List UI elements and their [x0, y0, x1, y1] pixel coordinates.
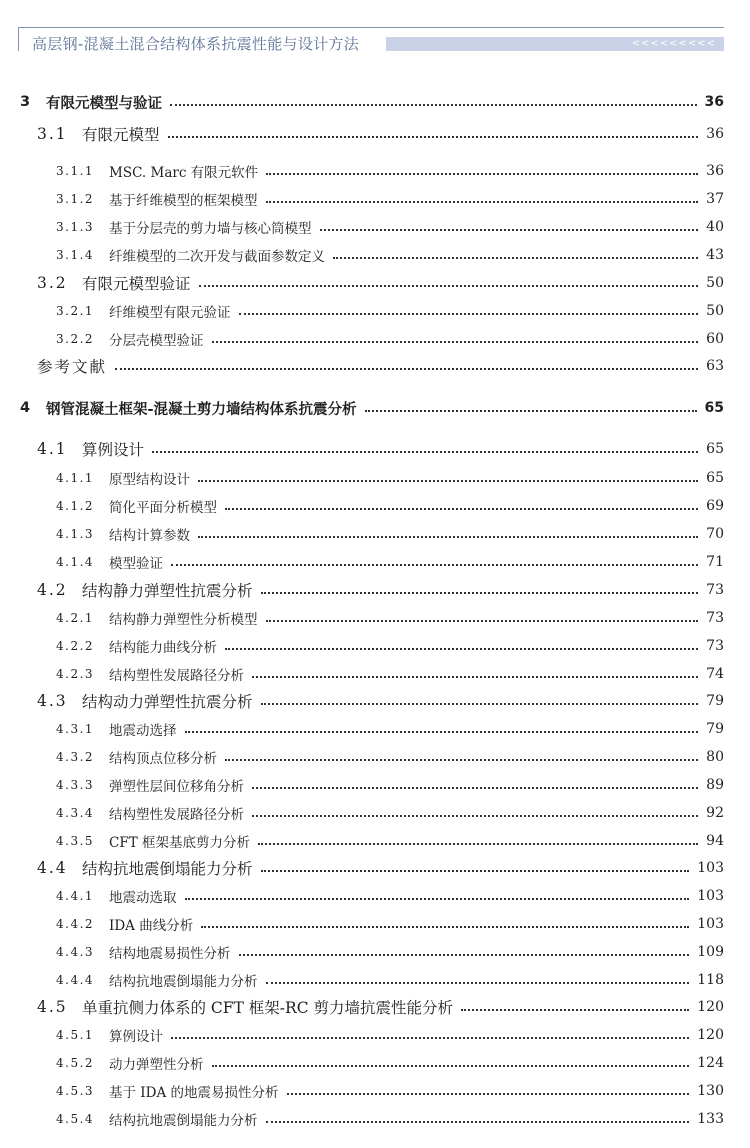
toc-title: 结构抗地震倒塌能力分析	[109, 974, 258, 990]
toc-title: 结构能力曲线分析	[109, 640, 217, 656]
dot-leader	[199, 285, 699, 287]
toc-title: 参考文献	[37, 358, 108, 376]
toc-number: 4.3.5	[56, 834, 95, 848]
toc-number: 3.2.1	[56, 304, 95, 318]
toc-title: 纤维模型的二次开发与截面参数定义	[109, 249, 325, 265]
toc-page-number: 118	[697, 972, 724, 988]
toc-page-number: 65	[706, 470, 724, 486]
dot-leader	[266, 201, 699, 203]
dot-leader	[152, 451, 698, 453]
toc-page-number: 103	[697, 916, 724, 932]
toc-title: 结构动力弹塑性抗震分析	[82, 693, 253, 711]
toc-title: 结构地震易损性分析	[109, 946, 231, 962]
toc-number: 4.4.4	[56, 973, 95, 987]
toc-title: 模型验证	[109, 556, 163, 572]
toc-number: 3.2.2	[56, 332, 95, 346]
dot-leader	[266, 173, 698, 175]
toc-section-row[interactable]	[0, 439, 724, 459]
toc-subsection-row[interactable]	[0, 1053, 724, 1073]
toc-page-number: 65	[706, 441, 724, 457]
toc-subsection-row[interactable]	[0, 719, 724, 739]
toc-page-number: 36	[704, 94, 724, 110]
toc-number: 4.2	[37, 581, 68, 599]
toc-section-row[interactable]	[0, 273, 724, 293]
dot-leader	[171, 564, 698, 566]
toc-page-number: 94	[706, 833, 724, 849]
toc-page-number: 130	[697, 1083, 724, 1099]
toc-subsection-row[interactable]	[0, 942, 724, 962]
toc-page-number: 103	[697, 860, 724, 876]
toc-page-number: 103	[697, 888, 724, 904]
toc-subsection-row[interactable]	[0, 524, 724, 544]
toc-number: 4.5.3	[56, 1084, 95, 1098]
toc-subsection-row[interactable]	[0, 886, 724, 906]
toc-title: 算例设计	[82, 441, 145, 459]
toc-number: 3.1.3	[56, 220, 95, 234]
toc-page-number: 63	[706, 358, 724, 374]
toc-number: 4.3.1	[56, 722, 95, 736]
book-title: 高层钢-混凝土混合结构体系抗震性能与设计方法	[32, 35, 360, 53]
toc-section-row[interactable]	[0, 858, 724, 878]
toc-page-number: 43	[706, 247, 724, 263]
toc-page-number: 120	[697, 1027, 724, 1043]
toc-number: 4.5.4	[56, 1112, 95, 1126]
toc-number: 4.1.4	[56, 555, 95, 569]
dot-leader	[320, 229, 699, 231]
toc-subsection-row[interactable]	[0, 831, 724, 851]
toc-section-row[interactable]	[0, 997, 724, 1017]
dot-leader	[252, 787, 698, 789]
toc-title: 结构抗地震倒塌能力分析	[82, 860, 253, 878]
toc-page-number: 36	[706, 126, 724, 142]
toc-subsection-row[interactable]	[0, 245, 724, 265]
dot-leader	[212, 341, 699, 343]
toc-page-number: 65	[704, 400, 724, 416]
toc-number: 4.2.1	[56, 611, 95, 625]
toc-title: 有限元模型与验证	[46, 95, 162, 112]
toc-title: 原型结构设计	[109, 472, 190, 488]
dot-leader	[225, 648, 698, 650]
toc-subsection-row[interactable]	[0, 189, 724, 209]
toc-subsection-row[interactable]	[0, 552, 724, 572]
toc-number: 4.4.1	[56, 889, 95, 903]
toc-subsection-row[interactable]	[0, 803, 724, 823]
toc-number: 3.1.2	[56, 192, 95, 206]
toc-page-number: 69	[706, 498, 724, 514]
toc-page-number: 36	[706, 163, 724, 179]
toc-page-number: 92	[706, 805, 724, 821]
dot-leader	[261, 703, 699, 705]
header-arrows-decoration: <<<<<<<<<	[631, 38, 716, 49]
toc-page-number: 80	[706, 749, 724, 765]
dot-leader	[115, 368, 698, 370]
toc-page-number: 73	[706, 582, 724, 598]
dot-leader	[261, 592, 699, 594]
dot-leader	[461, 1009, 689, 1011]
toc-number: 4.3.3	[56, 778, 95, 792]
dot-leader	[252, 676, 698, 678]
dot-leader	[185, 898, 690, 900]
toc-title: 结构塑性发展路径分析	[109, 807, 244, 823]
toc-number: 3.1	[37, 125, 68, 143]
dot-leader	[258, 843, 698, 845]
toc-number: 3	[20, 94, 31, 110]
toc-number: 4.2.3	[56, 667, 95, 681]
toc-chapter-row[interactable]	[0, 398, 724, 418]
toc-page-number: 40	[706, 219, 724, 235]
toc-number: 4.1.3	[56, 527, 95, 541]
toc-section-row[interactable]	[0, 124, 724, 144]
toc-title: 结构顶点位移分析	[109, 751, 217, 767]
toc-title: 单重抗侧力体系的 CFT 框架-RC 剪力墙抗震性能分析	[82, 999, 454, 1017]
dot-leader	[225, 508, 698, 510]
dot-leader	[252, 815, 698, 817]
toc-title: 基于分层壳的剪力墙与核心筒模型	[109, 221, 312, 237]
toc-number: 4.4.3	[56, 945, 95, 959]
toc-subsection-row[interactable]	[0, 636, 724, 656]
toc-page-number: 79	[706, 693, 724, 709]
toc-title: IDA 曲线分析	[109, 918, 194, 934]
toc-references-row[interactable]	[0, 356, 724, 376]
toc-number: 4.4.2	[56, 917, 95, 931]
dot-leader	[198, 480, 698, 482]
toc-title: 纤维模型有限元验证	[109, 305, 231, 321]
dot-leader	[365, 410, 697, 412]
toc-page-number: 120	[697, 999, 724, 1015]
dot-leader	[168, 136, 699, 138]
toc-title: CFT 框架基底剪力分析	[109, 835, 250, 851]
toc-number: 4.3.2	[56, 750, 95, 764]
toc-title: 有限元模型验证	[82, 275, 191, 293]
dot-leader	[212, 1065, 690, 1067]
dot-leader	[198, 536, 698, 538]
toc-page-number: 133	[697, 1111, 724, 1127]
toc-page-number: 89	[706, 777, 724, 793]
toc-chapter-row[interactable]	[0, 92, 724, 112]
dot-leader	[170, 104, 697, 106]
toc-title: 结构静力弹塑性抗震分析	[82, 582, 253, 600]
toc-title: 算例设计	[109, 1029, 163, 1045]
toc-title: 分层壳模型验证	[109, 333, 204, 349]
toc-title: 基于 IDA 的地震易损性分析	[109, 1085, 279, 1101]
toc-number: 4.5	[37, 998, 68, 1016]
toc-subsection-row[interactable]	[0, 664, 724, 684]
toc-subsection-row[interactable]	[0, 914, 724, 934]
toc-subsection-row[interactable]	[0, 1025, 724, 1045]
toc-subsection-row[interactable]	[0, 217, 724, 237]
toc-subsection-row[interactable]	[0, 747, 724, 767]
toc-page-number: 70	[706, 526, 724, 542]
dot-leader	[287, 1093, 690, 1095]
toc-title: 基于纤维模型的框架模型	[109, 193, 258, 209]
dot-leader	[239, 313, 699, 315]
toc-number: 4.5.2	[56, 1056, 95, 1070]
toc-title: 结构抗地震倒塌能力分析	[109, 1113, 258, 1129]
toc-title: MSC. Marc 有限元软件	[109, 165, 259, 181]
toc-page-number: 109	[697, 944, 724, 960]
toc-number: 4.3.4	[56, 806, 95, 820]
toc-subsection-row[interactable]	[0, 468, 724, 488]
dot-leader	[266, 1121, 690, 1123]
toc-number: 4.5.1	[56, 1028, 95, 1042]
toc-page-number: 124	[697, 1055, 724, 1071]
toc-number: 4.1	[37, 440, 68, 458]
toc-title: 结构静力弹塑性分析模型	[109, 612, 258, 628]
toc-number: 4.1.1	[56, 471, 95, 485]
toc-number: 3.1.1	[56, 164, 95, 178]
dot-leader	[261, 870, 690, 872]
toc-page-number: 71	[706, 554, 724, 570]
toc-subsection-row[interactable]	[0, 775, 724, 795]
dot-leader	[266, 620, 699, 622]
toc-number: 4	[20, 400, 31, 416]
toc-page-number: 74	[706, 666, 724, 682]
toc-number: 4.4	[37, 859, 68, 877]
dot-leader	[266, 982, 690, 984]
toc-title: 动力弹塑性分析	[109, 1057, 204, 1073]
dot-leader	[239, 954, 690, 956]
toc-page-number: 60	[706, 331, 724, 347]
toc-page-number: 73	[706, 638, 724, 654]
toc-section-row[interactable]	[0, 580, 724, 600]
toc-subsection-row[interactable]	[0, 608, 724, 628]
toc-number: 4.1.2	[56, 499, 95, 513]
toc-title: 结构塑性发展路径分析	[109, 668, 244, 684]
toc-title: 结构计算参数	[109, 528, 190, 544]
dot-leader	[333, 257, 698, 259]
toc-page-number: 79	[706, 721, 724, 737]
toc-title: 弹塑性层间位移角分析	[109, 779, 244, 795]
toc-number: 4.2.2	[56, 639, 95, 653]
toc-page-number: 50	[706, 303, 724, 319]
toc-subsection-row[interactable]	[0, 1109, 724, 1129]
toc-number: 3.2	[37, 274, 68, 292]
toc-title: 钢管混凝土框架-混凝土剪力墙结构体系抗震分析	[46, 401, 357, 418]
dot-leader	[185, 731, 699, 733]
toc-page-number: 37	[706, 191, 724, 207]
dot-leader	[225, 759, 698, 761]
toc-subsection-row[interactable]	[0, 301, 724, 321]
toc-subsection-row[interactable]	[0, 496, 724, 516]
toc-title: 地震动选择	[109, 723, 177, 739]
toc-page-number: 73	[706, 610, 724, 626]
toc-page-number: 50	[706, 275, 724, 291]
toc-title: 有限元模型	[82, 126, 160, 144]
dot-leader	[201, 926, 689, 928]
toc-number: 4.3	[37, 692, 68, 710]
dot-leader	[171, 1037, 689, 1039]
toc-title: 简化平面分析模型	[109, 500, 217, 516]
toc-subsection-row[interactable]	[0, 161, 724, 181]
toc-title: 地震动选取	[109, 890, 177, 906]
toc-subsection-row[interactable]	[0, 970, 724, 990]
toc-subsection-row[interactable]	[0, 329, 724, 349]
toc-section-row[interactable]	[0, 691, 724, 711]
toc-number: 3.1.4	[56, 248, 95, 262]
toc-subsection-row[interactable]	[0, 1081, 724, 1101]
